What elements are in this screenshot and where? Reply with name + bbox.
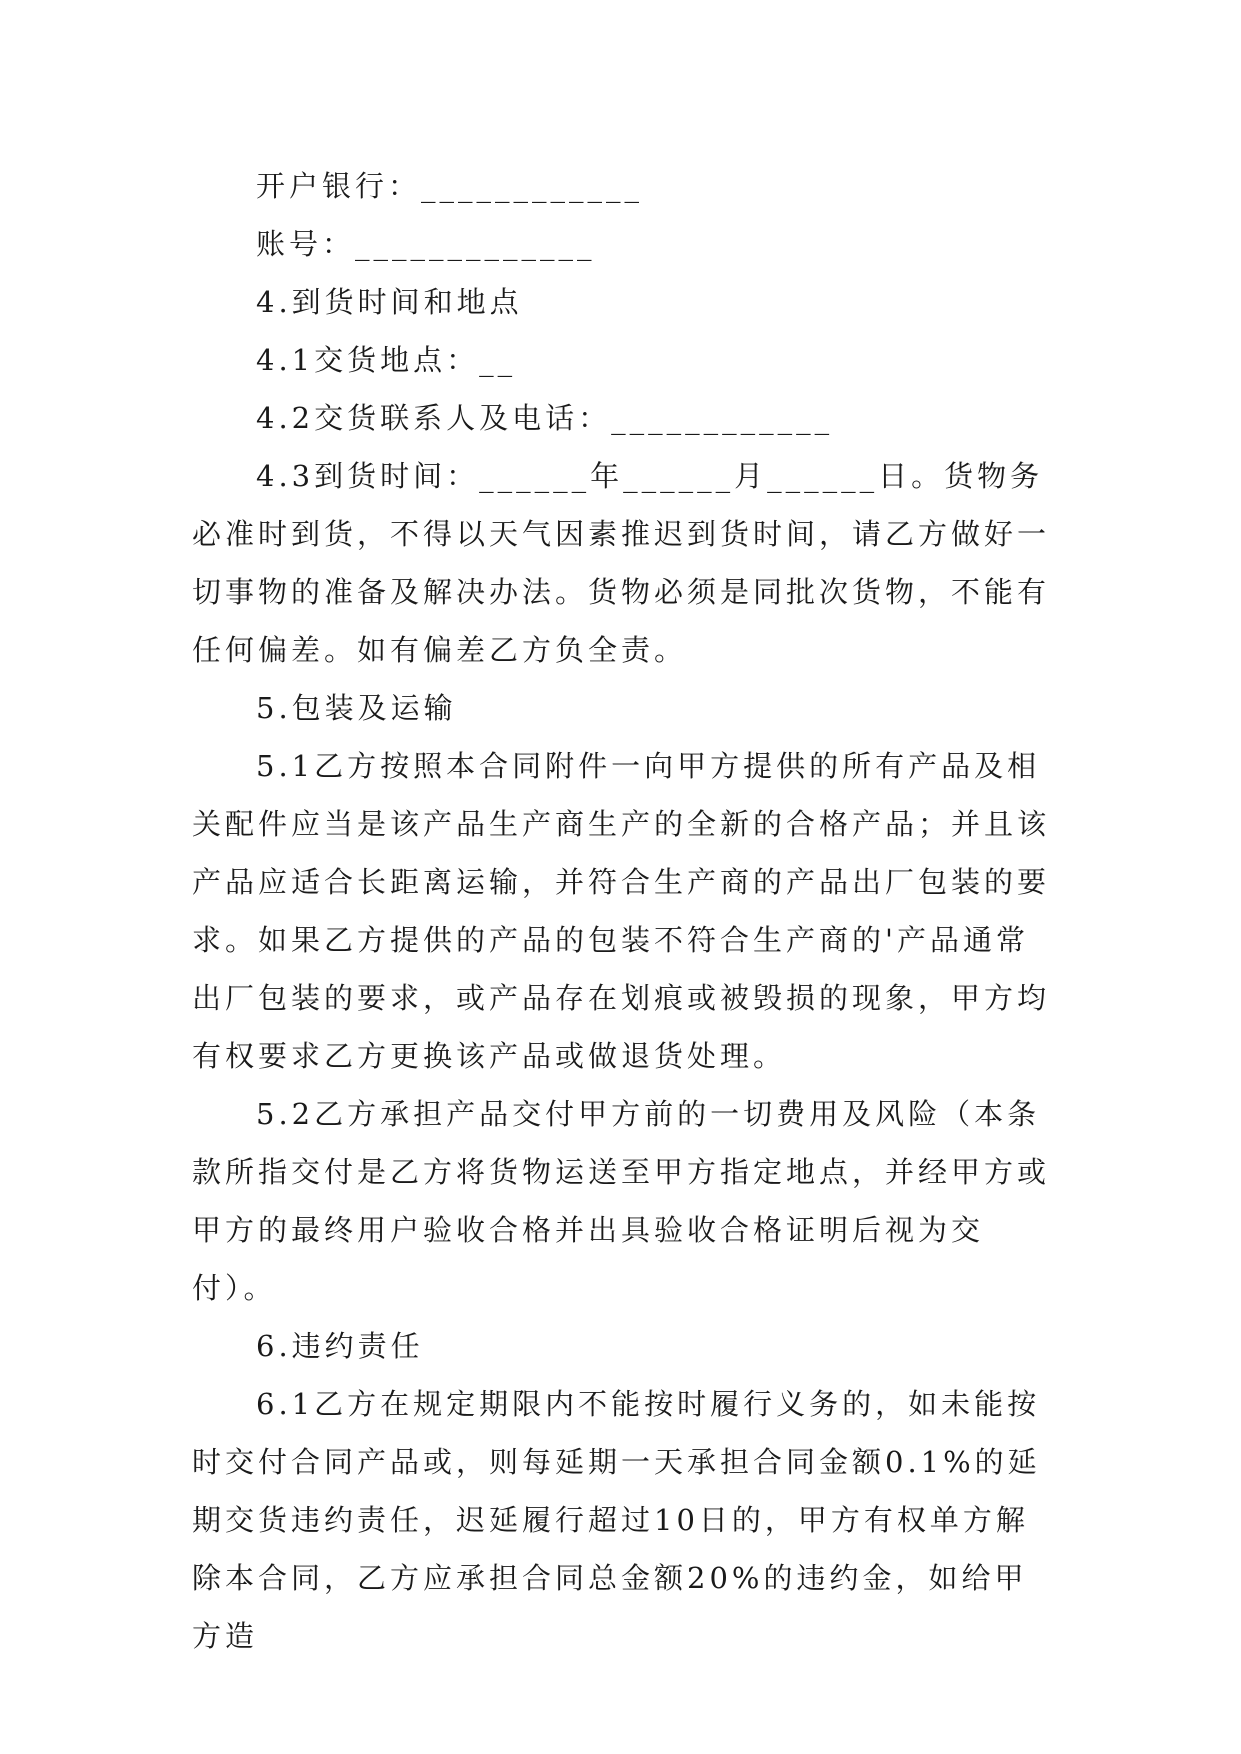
clause-6-1: 6.1乙方在规定期限内不能按时履行义务的，如未能按时交付合同产品或，则每延期一天承担合同金额0.1%的延期交货违约责任，迟延履行超过10日的，甲方有权单方解除本合同，乙方应承担合同总金额20%的违约金，如给甲方造	[192, 1387, 1041, 1653]
document-body	[192, 157, 1052, 1665]
bank-name-line: 开户银行：____________	[256, 169, 644, 203]
section-heading-delivery: 4.到货时间和地点	[256, 285, 523, 319]
clause-5-1: 5.1乙方按照本合同附件一向甲方提供的所有产品及相关配件应当是该产品生产商生产的全新的合格产品；并且该产品应适合长距离运输，并符合生产商的产品出厂包装的要求。如果乙方提供的产品的包装不符合生产商的'产品通常出厂包装的要求，或产品存在划痕或被毁损的现象，甲方均有权要求乙方更换该产品或做退货处理。	[192, 749, 1051, 1073]
section-heading-packaging: 5.包装及运输	[256, 691, 457, 725]
clause-5-2: 5.2乙方承担产品交付甲方前的一切费用及风险（本条款所指交付是乙方将货物运送至甲方指定地点，并经甲方或甲方的最终用户验收合格并出具验收合格证明后视为交付）。	[192, 1097, 1051, 1305]
clause-4-2: 4.2交货联系人及电话：____________	[256, 401, 834, 435]
account-number-line: 账号：_____________	[256, 227, 596, 261]
clause-4-3: 4.3到货时间：______年______月______日。货物务必准时到货，不得以天气因素推迟到货时间，请乙方做好一切事物的准备及解决办法。货物必须是同批次货物，不能有任何偏差。如有偏差乙方负全责。	[192, 459, 1051, 667]
clause-4-1: 4.1交货地点：__	[256, 343, 517, 377]
section-heading-liability: 6.违约责任	[256, 1329, 424, 1363]
